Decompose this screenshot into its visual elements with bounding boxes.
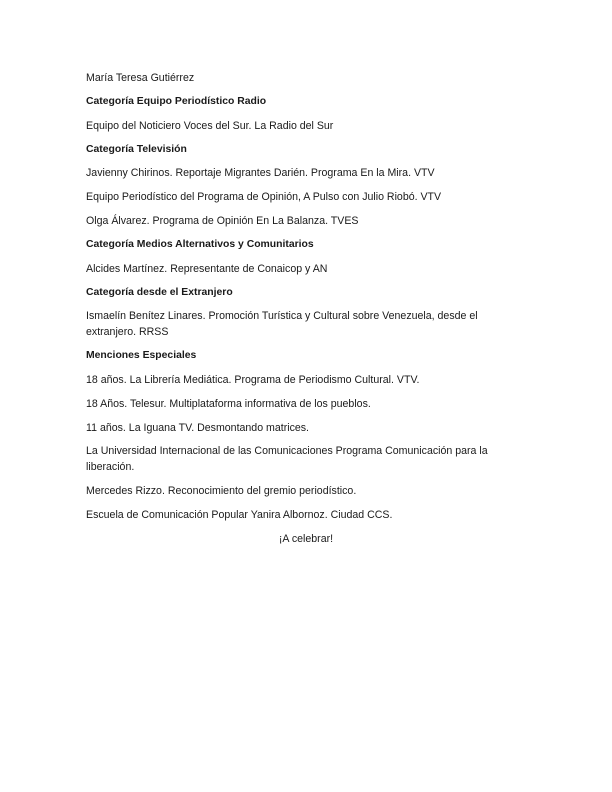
heading-medios-alternativos: Categoría Medios Alternativos y Comunitarios: [86, 239, 314, 250]
paragraph-ismaelin: Ismaelín Benítez Linares. Promoción Turística y Cultural sobre Venezuela, desde el extranjero. RRSS: [86, 310, 478, 338]
closing-line: ¡A celebrar!: [278, 533, 334, 545]
paragraph-javienny: Javienny Chirinos. Reportaje Migrantes Darién. Programa En la Mira. VTV: [86, 167, 435, 179]
paragraph-a-pulso: Equipo Periodístico del Programa de Opinión, A Pulso con Julio Riobó. VTV: [86, 191, 442, 203]
paragraph-voces-del-sur: Equipo del Noticiero Voces del Sur. La Radio del Sur: [86, 120, 334, 132]
paragraph-olga: Olga Álvarez. Programa de Opinión En La Balanza. TVES: [86, 215, 359, 227]
paragraph-telesur: 18 Años. Telesur. Multiplataforma informativa de los pueblos.: [86, 398, 371, 410]
paragraph-universidad: La Universidad Internacional de las Comunicaciones Programa Comunicación para la liberación.: [86, 445, 488, 473]
heading-extranjero: Categoría desde el Extranjero: [86, 287, 233, 298]
heading-television: Categoría Televisión: [86, 144, 187, 155]
heading-menciones: Menciones Especiales: [86, 350, 197, 361]
paragraph-libreria: 18 años. La Librería Mediática. Programa de Periodismo Cultural. VTV.: [86, 374, 420, 386]
paragraph-escuela: Escuela de Comunicación Popular Yanira Albornoz. Ciudad CCS.: [86, 509, 393, 521]
heading-radio: Categoría Equipo Periodístico Radio: [86, 96, 267, 107]
paragraph-mercedes: Mercedes Rizzo. Reconocimiento del gremio periodístico.: [86, 485, 357, 497]
paragraph-alcides: Alcides Martínez. Representante de Conaicop y AN: [86, 263, 328, 275]
paragraph-iguana: 11 años. La Iguana TV. Desmontando matrices.: [86, 422, 310, 434]
paragraph-maria-teresa: María Teresa Gutiérrez: [86, 72, 195, 84]
